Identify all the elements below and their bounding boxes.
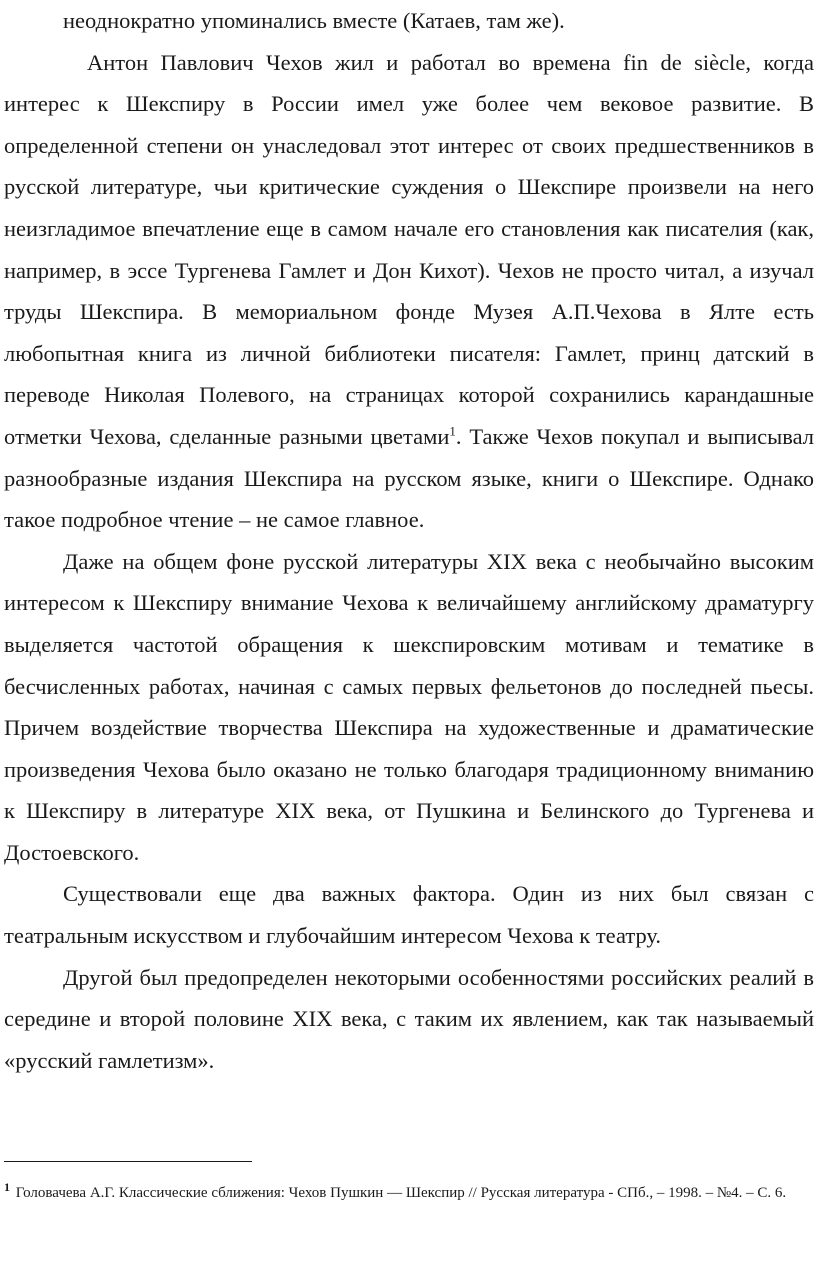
- paragraph-hamletism: [4, 957, 814, 1082]
- footnote-mark: 1: [4, 1180, 10, 1194]
- footnote-divider: [4, 1161, 252, 1162]
- footnote: [4, 1178, 804, 1208]
- paragraph-text: Даже на общем фоне русской литературы XIX века с необычайно высоким интересом к Шекспиру внимание Чехова к величайшему английскому драматургу выделяется частотой обращения к шекспировским мотивам и тематике в бесчисленных работах, начиная с самых первых фельетонов до последней пьесы. Причем воздействие творчества Шекспира на художественные и драматические произведения Чехова было оказано не только благодаря традиционному вниманию к Шекспиру в литературе XIX века, от Пушкина и Белинского до Тургенева и Достоевского.: [4, 548, 814, 865]
- paragraph-interest: [4, 541, 814, 874]
- paragraph-text: неоднократно упоминались вместе (Катаев, там же).: [63, 8, 565, 33]
- body-text: [4, 0, 814, 1081]
- paragraph-text-continued: . Также Чехов покупал и выписывал разнообразные издания Шекспира на русском языке, книги о Шекспире. Однако такое подробное чтение – не самое главное.: [4, 423, 814, 533]
- paragraph-factors: [4, 873, 814, 956]
- paragraph-continuation: [4, 0, 814, 42]
- paragraph-text: Антон Павлович Чехов жил и работал во времена fin de siècle, когда интерес к Шекспиру в России имел уже более чем вековое развитие. В определенной степени он унаследовал этот интерес от своих предшественников в русской литературе, чьи критические суждения о Шекспире произвели на него неизгладимое впечатление еще в самом начале его становления как писателия (как, например, в эссе Тургенева Гамлет и Дон Кихот). Чехов не просто читал, а изучал труды Шекспира. В мемориальном фонде Музея А.П.Чехова в Ялте есть любопытная книга из личной библиотеки писателя: Гамлет, принц датский в переводе Николая Полевого, на страницах которой сохранились карандашные отметки Чехова, сделанные разными цветами: [4, 49, 814, 449]
- paragraph-text: Другой был предопределен некоторыми особенностями российских реалий в середине и второй половине XIX века, с таким их явлением, как так называемый «русский гамлетизм».: [4, 964, 814, 1073]
- paragraph-chekhov-shakespeare: [4, 42, 814, 541]
- footnote-text: Головачева А.Г. Классические сближения: Чехов Пушкин — Шекспир // Русская литература - СПб., – 1998. – №4. – С. 6.: [15, 1185, 787, 1201]
- paragraph-text: Существовали еще два важных фактора. Один из них был связан с театральным искусством и глубочайшим интересом Чехова к театру.: [4, 881, 814, 949]
- footnote-reference[interactable]: 1: [449, 423, 456, 439]
